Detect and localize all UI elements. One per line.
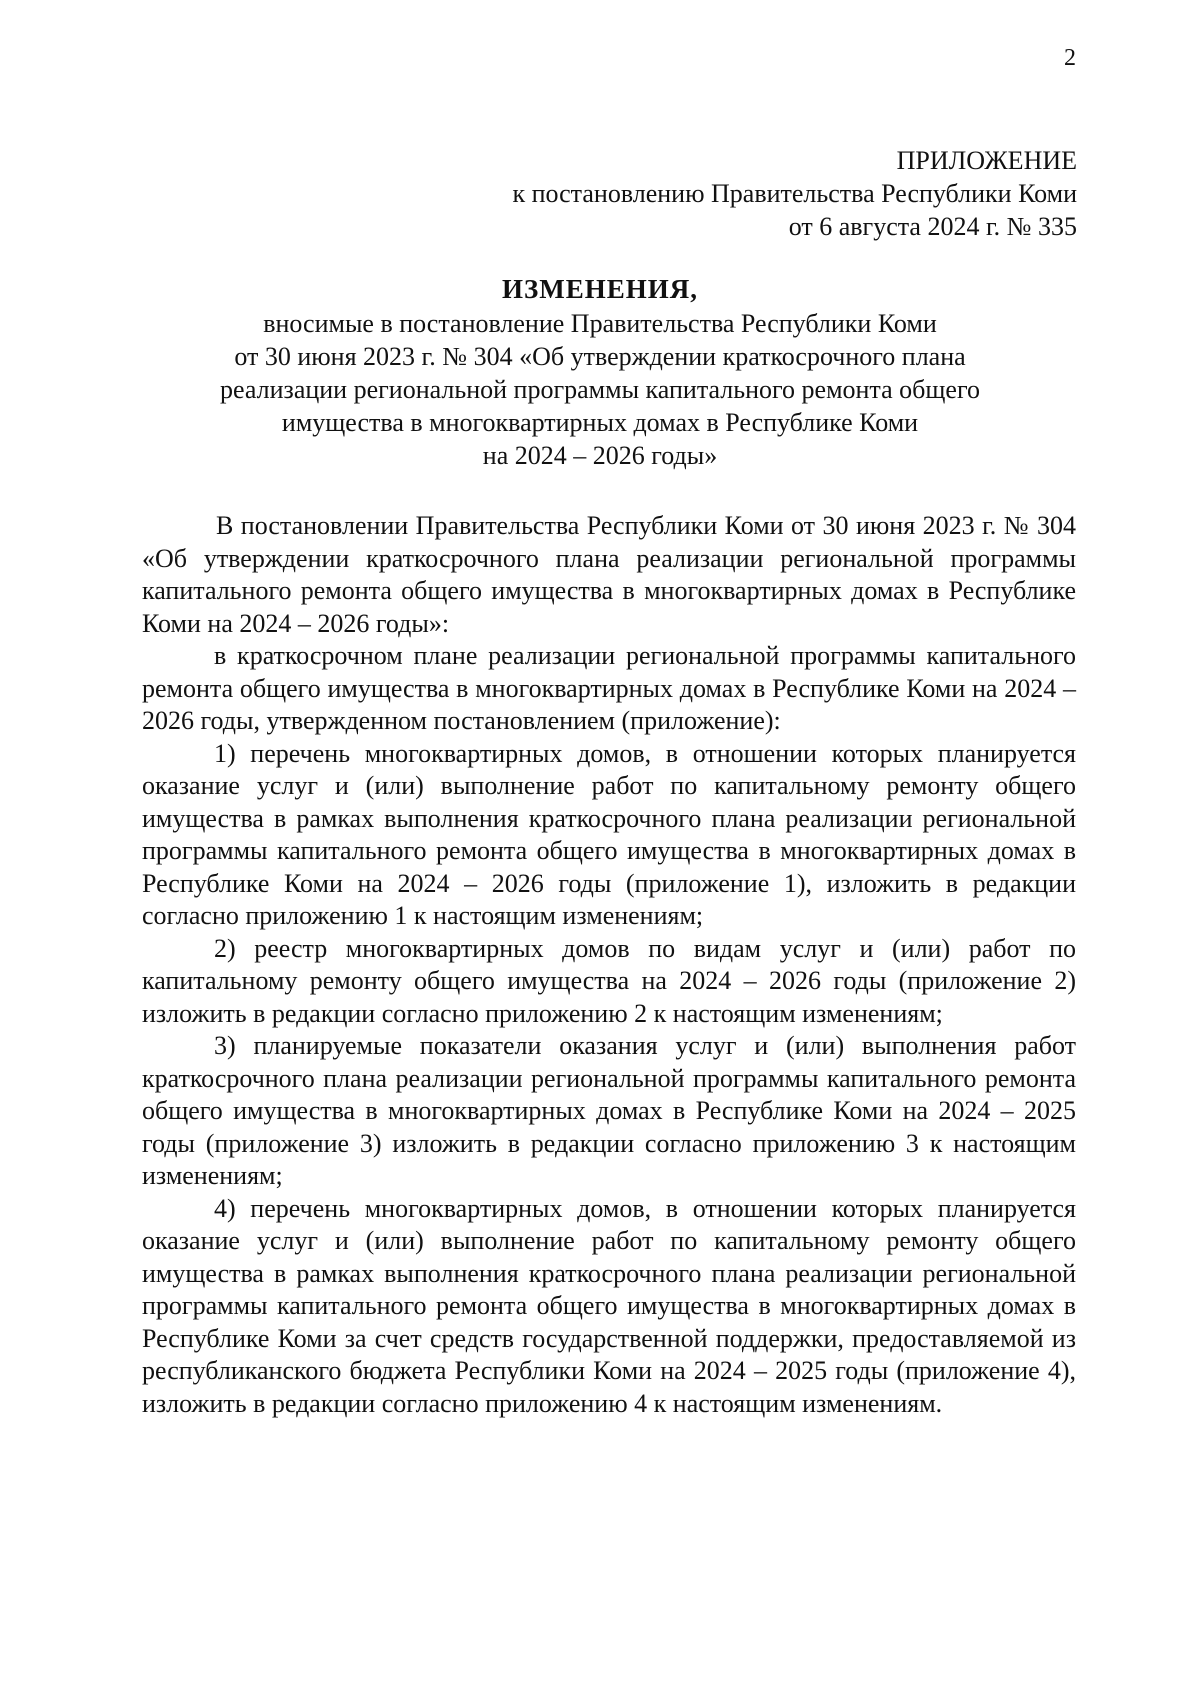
subtitle-line: от 30 июня 2023 г. № 304 «Об утверждении краткосрочного плана [234,342,966,371]
body-paragraph: 3) планируемые показатели оказания услуг и (или) выполнения работ краткосрочного плана реализации региональной программы капитального ремонта общего имущества в многоквартирных домах в Республике Коми на 2024 – 2025 годы (приложение 3) изложить в редакции согласно приложению 3 к настоящим изменениям; [142,1031,1076,1190]
document-body [142,510,1076,1420]
body-paragraph: 4) перечень многоквартирных домов, в отношении которых планируется оказание услуг и (или) выполнение работ по капитальному ремонту общего имущества в рамках выполнения краткосрочного плана реализации региональной программы капитального ремонта общего имущества в многоквартирных домах в Республике Коми за счет средств государственной поддержки, предоставляемой из республиканского бюджета Республики Коми на 2024 – 2025 годы (приложение 4), изложить в редакции согласно приложению 4 к настоящим изменениям. [142,1193,1076,1418]
appendix-label: ПРИЛОЖЕНИЕ [896,146,1077,175]
appendix-block [277,144,1077,243]
document-title: ИЗМЕНЕНИЯ, [501,274,698,304]
appendix-date-line: от 6 августа 2024 г. № 335 [788,212,1077,241]
subtitle-line: на 2024 – 2026 годы» [482,441,718,470]
body-paragraph: 2) реестр многоквартирных домов по видам услуг и (или) работ по капитальному ремонту общего имущества на 2024 – 2026 годы (приложение 2) изложить в редакции согласно приложению 2 к настоящим изменениям; [142,933,1076,1028]
page-number: 2 [1064,45,1076,71]
body-paragraph: 1) перечень многоквартирных домов, в отношении которых планируется оказание услуг и (или) выполнение работ по капитальному ремонту общего имущества в рамках выполнения краткосрочного плана реализации региональной программы капитального ремонта общего имущества в многоквартирных домах в Республике Коми на 2024 – 2026 годы (приложение 1), изложить в редакции согласно приложению 1 к настоящим изменениям; [142,738,1076,930]
body-paragraph: В постановлении Правительства Республики Коми от 30 июня 2023 г. № 304 «Об утверждении краткосрочного плана реализации региональной программы капитального ремонта общего имущества в многоквартирных домах в Республике Коми на 2024 – 2026 годы»: [142,511,1076,638]
subtitle-line: реализации региональной программы капитального ремонта общего [220,375,980,404]
appendix-resolution-line: к постановлению Правительства Республики Коми [512,179,1077,208]
subtitle-line: вносимые в постановление Правительства Республики Коми [263,309,937,338]
body-paragraph: в краткосрочном плане реализации региональной программы капитального ремонта общего имущества в многоквартирных домах в Республике Коми на 2024 – 2026 годы, утвержденном постановлением (приложение): [142,641,1076,735]
subtitle-line: имущества в многоквартирных домах в Республике Коми [281,408,919,437]
document-subtitle [0,307,1200,472]
